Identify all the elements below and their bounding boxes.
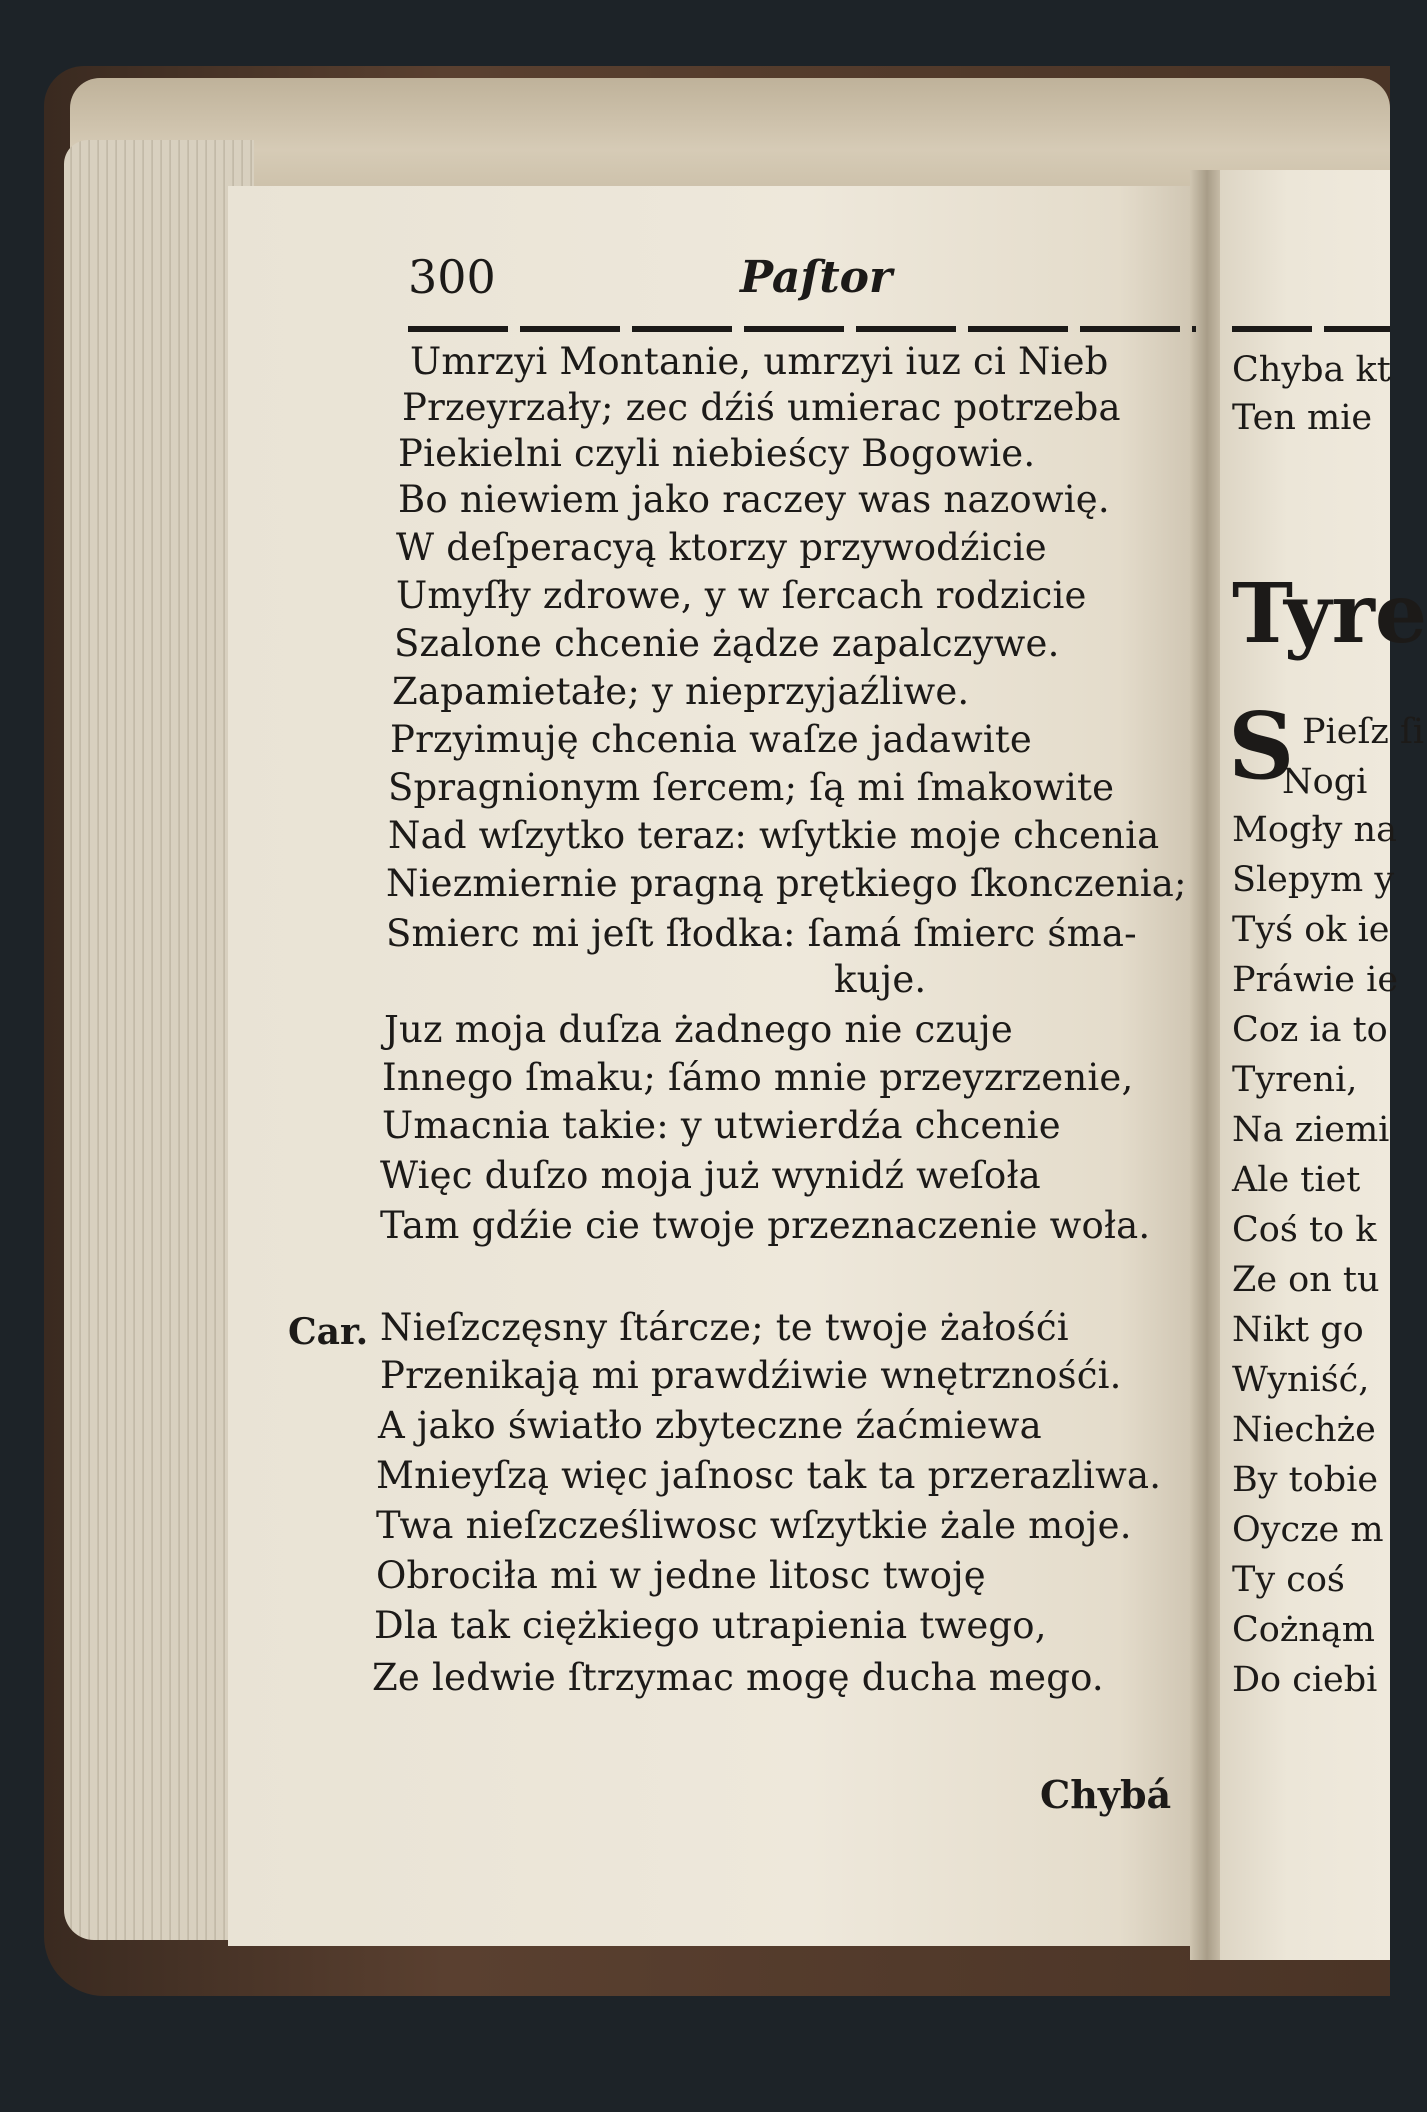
verse-line: Przeyrzały; zec dźiś umierac potrzeba [402,386,1121,429]
page-number: 300 [408,250,496,304]
verse-line: Zapamietałe; y nieprzyjaźliwe. [392,670,970,713]
right-page-line: Cożnąm [1232,1610,1375,1650]
right-page-line: Pieſz ſi [1302,712,1425,752]
book-gutter [1190,170,1224,1960]
verse-line: Więc duſzo moja już wynidź weſoła [380,1154,1041,1197]
verse-line: Piekielni czyli niebieścy Bogowie. [398,432,1036,475]
right-page-line: Ze on tu [1232,1260,1380,1300]
verse-line: kuje. [834,958,927,1001]
right-page-line: Wyniść, [1232,1360,1370,1400]
right-page-line: Oycze m [1232,1510,1384,1550]
right-page-line: Niechże [1232,1410,1376,1450]
verse-line: Przyimuję chcenia waſze jadawite [390,718,1033,761]
right-page-line: Coś to k [1232,1210,1377,1250]
verse-line: Umrzyi Montanie, umrzyi iuz ci Nieb [410,340,1109,383]
verse-line: Nad wſzytko teraz: wſytkie moje chcenia [388,814,1160,857]
right-page-line: Ty coś [1232,1560,1345,1600]
right-page-line: Na ziemi [1232,1110,1390,1150]
right-header-rule [1232,326,1390,332]
right-page-line: Nogi [1282,762,1368,802]
drop-cap: S [1228,692,1295,800]
right-page-line: Tyreni, [1232,1060,1358,1100]
running-head: Paſtor [740,252,893,303]
right-page-line: Do ciebi [1232,1660,1378,1700]
verse-line: Przenikają mi prawdźiwie wnętrznośći. [380,1354,1122,1397]
right-page-line: Ten mie [1232,398,1373,438]
verse-line: Niezmiernie pragną prętkiego ſkonczenia; [386,862,1187,905]
right-page-heading: Tyre [1232,566,1427,662]
verse-line: A jako światło zbyteczne źaćmiewa [378,1404,1042,1447]
verse-line: Smierc mi jeſt ſłodka: ſamá ſmierc śma- [386,912,1137,955]
verse-line: Juz moja duſza żadnego nie czuje [384,1008,1013,1051]
verse-line: Innego ſmaku; ſámo mnie przeyzrzenie, [382,1056,1134,1099]
right-page-line: Tyś ok ie [1232,910,1390,950]
header-rule [408,326,1196,332]
verse-line: Nieſzczęsny ſtárcze; te twoje żałośći [380,1306,1069,1349]
catchword: Chybá [1040,1772,1172,1817]
verse-line: Szalone chcenie żądze zapalczywe. [394,622,1060,665]
verse-line: Umacnia takie: y utwierdźa chcenie [382,1104,1061,1147]
right-page-line: Chyba kt [1232,350,1391,390]
verse-line: Tam gdźie cie twoje przeznaczenie woła. [380,1204,1151,1247]
right-page-line: Nikt go [1232,1310,1364,1350]
verse-line: Umyſły zdrowe, y w ſercach rodzicie [396,574,1087,617]
page-stack-edge [64,140,254,1940]
verse-line: Mnieyſzą więc jaſnosc tak ta przerazliwa. [376,1454,1162,1497]
verse-line: W deſperacyą ktorzy przywodźicie [396,526,1047,569]
right-page-line: Mogły na [1232,810,1397,850]
right-page-line: Ale tiet [1232,1160,1361,1200]
verse-line: Obrociła mi w jedne litosc twoję [376,1554,986,1597]
verse-line: Bo niewiem jako raczey was nazowię. [398,478,1110,521]
right-page-line: Práwie ie [1232,960,1399,1000]
verse-line: Spragnionym ſercem; ſą mi ſmakowite [388,766,1115,809]
verse-line: Ze ledwie ſtrzymac mogę ducha mego. [372,1656,1104,1699]
speaker-label: Car. [288,1311,369,1353]
right-page-line: By tobie [1232,1460,1379,1500]
verse-line: Dla tak ciężkiego utrapienia twego, [374,1604,1047,1647]
right-page-line: Coz ia to [1232,1010,1388,1050]
verse-line: Twa nieſzcześliwosc wſzytkie żale moje. [376,1504,1132,1547]
right-page-line: Slepym y [1232,860,1395,900]
